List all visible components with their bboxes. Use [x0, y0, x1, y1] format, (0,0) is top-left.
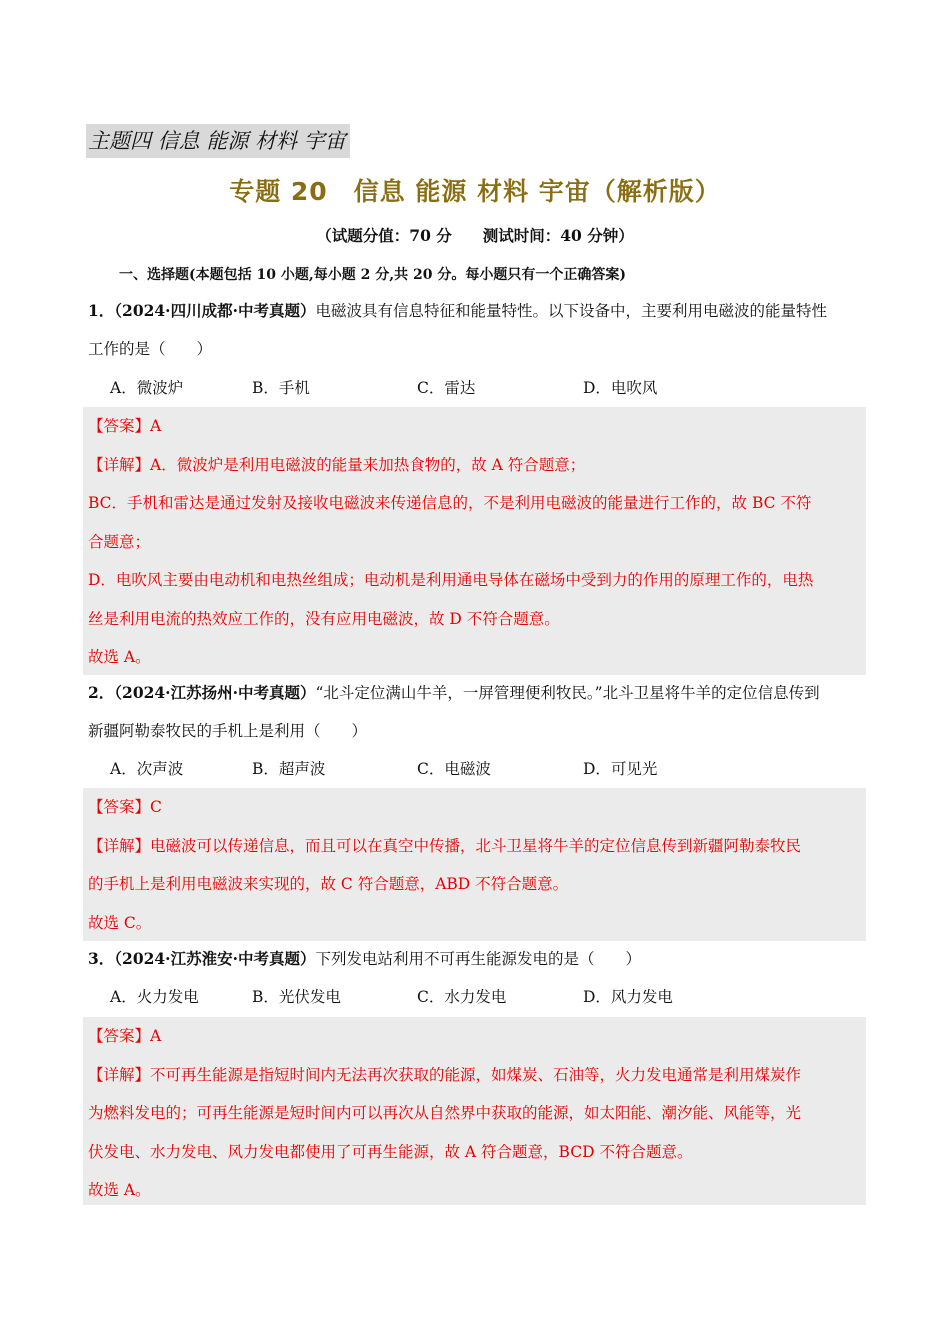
option-a: A．微波炉 — [110, 379, 184, 397]
option-b: B．超声波 — [252, 760, 326, 778]
question-source: （2024·江苏扬州·中考真题） — [114, 683, 316, 702]
question-source: （2024·江苏淮安·中考真题） — [114, 949, 316, 968]
explanation-line: 故选 C。 — [88, 913, 152, 932]
option-c: C．雷达 — [417, 379, 476, 397]
question-source: （2024·四川成都·中考真题） — [114, 301, 316, 320]
question-number: 2． — [88, 683, 115, 702]
exam-meta: （试题分值：70 分 测试时间：40 分钟） — [316, 226, 634, 245]
option-d: D．可见光 — [583, 760, 658, 778]
explanation-line: 丝是利用电流的热效应工作的，没有应用电磁波，故 D 不符合题意。 — [88, 609, 560, 628]
option-a: A．次声波 — [110, 760, 184, 778]
question-3-solution — [83, 1017, 866, 1205]
section-heading: 一、选择题(本题包括 10 小题,每小题 2 分,共 20 分。每小题只有一个正确答案) — [119, 267, 626, 283]
question-number: 3． — [88, 949, 115, 968]
option-b: B．手机 — [252, 379, 310, 397]
explanation-line: 为燃料发电的；可再生能源是短时间内可以再次从自然界中获取的能源，如太阳能、潮汐能、风能等，光 — [88, 1104, 802, 1122]
explanation-line: 合题意； — [88, 532, 151, 551]
question-2-stem — [88, 674, 866, 750]
question-2-solution — [83, 788, 866, 941]
explanation-line: 故选 A。 — [88, 648, 151, 666]
answer: 【答案】A — [88, 1027, 162, 1045]
option-a: A．火力发电 — [110, 988, 199, 1006]
answer: 【答案】A — [88, 417, 162, 435]
question-text-cont: 工作的是（ ） — [88, 340, 213, 358]
question-3-options — [110, 978, 870, 1016]
question-text: 电磁波具有信息特征和能量特性。以下设备中，主要利用电磁波的能量特性 — [315, 302, 827, 320]
option-b: B．光伏发电 — [252, 988, 341, 1006]
explanation-line: 伏发电、水力发电、风力发电都使用了可再生能源，故 A 符合题意，BCD 不符合题意。 — [88, 1142, 693, 1161]
question-2-options — [110, 750, 870, 788]
question-text: “北斗定位满山牛羊，一屏管理便利牧民。”北斗卫星将牛羊的定位信息传到 — [315, 684, 820, 702]
question-text-cont: 新疆阿勒泰牧民的手机上是利用（ ） — [88, 722, 368, 740]
option-c: C．电磁波 — [417, 760, 491, 778]
question-1-solution — [83, 407, 866, 675]
page-title: 专题 20 信息 能源 材料 宇宙（解析版） — [229, 177, 721, 206]
question-text: 下列发电站利用不可再生能源发电的是（ ） — [315, 950, 641, 968]
option-d: D．电吹风 — [583, 379, 658, 397]
question-3-stem — [88, 940, 866, 978]
explanation-line: 【详解】不可再生能源是指短时间内无法再次获取的能源，如煤炭、石油等，火力发电通常是利用煤炭作 — [88, 1065, 802, 1084]
explanation-line: BC．手机和雷达是通过发射及接收电磁波来传递信息的，不是利用电磁波的能量进行工作的，故 BC 不符 — [88, 494, 812, 512]
question-1-options — [110, 369, 870, 407]
question-1-stem — [88, 292, 866, 368]
explanation-line: 【详解】电磁波可以传递信息，而且可以在真空中传播，北斗卫星将牛羊的定位信息传到新疆阿勒泰牧民 — [88, 836, 802, 855]
option-c: C．水力发电 — [417, 988, 507, 1006]
answer: 【答案】C — [88, 798, 162, 816]
explanation-line: D．电吹风主要由电动机和电热丝组成；电动机是利用通电导体在磁场中受到力的作用的原理工作的，电热 — [88, 571, 814, 589]
option-d: D．风力发电 — [583, 988, 673, 1006]
explanation-line: 故选 A。 — [88, 1181, 151, 1199]
explanation-line: 的手机上是利用电磁波来实现的，故 C 符合题意，ABD 不符合题意。 — [88, 875, 569, 893]
explanation-line: 【详解】A．微波炉是利用电磁波的能量来加热食物的，故 A 符合题意； — [88, 455, 586, 474]
question-number: 1． — [88, 301, 115, 320]
topic-tag: 主题四 信息 能源 材料 宇宙 — [86, 124, 350, 158]
